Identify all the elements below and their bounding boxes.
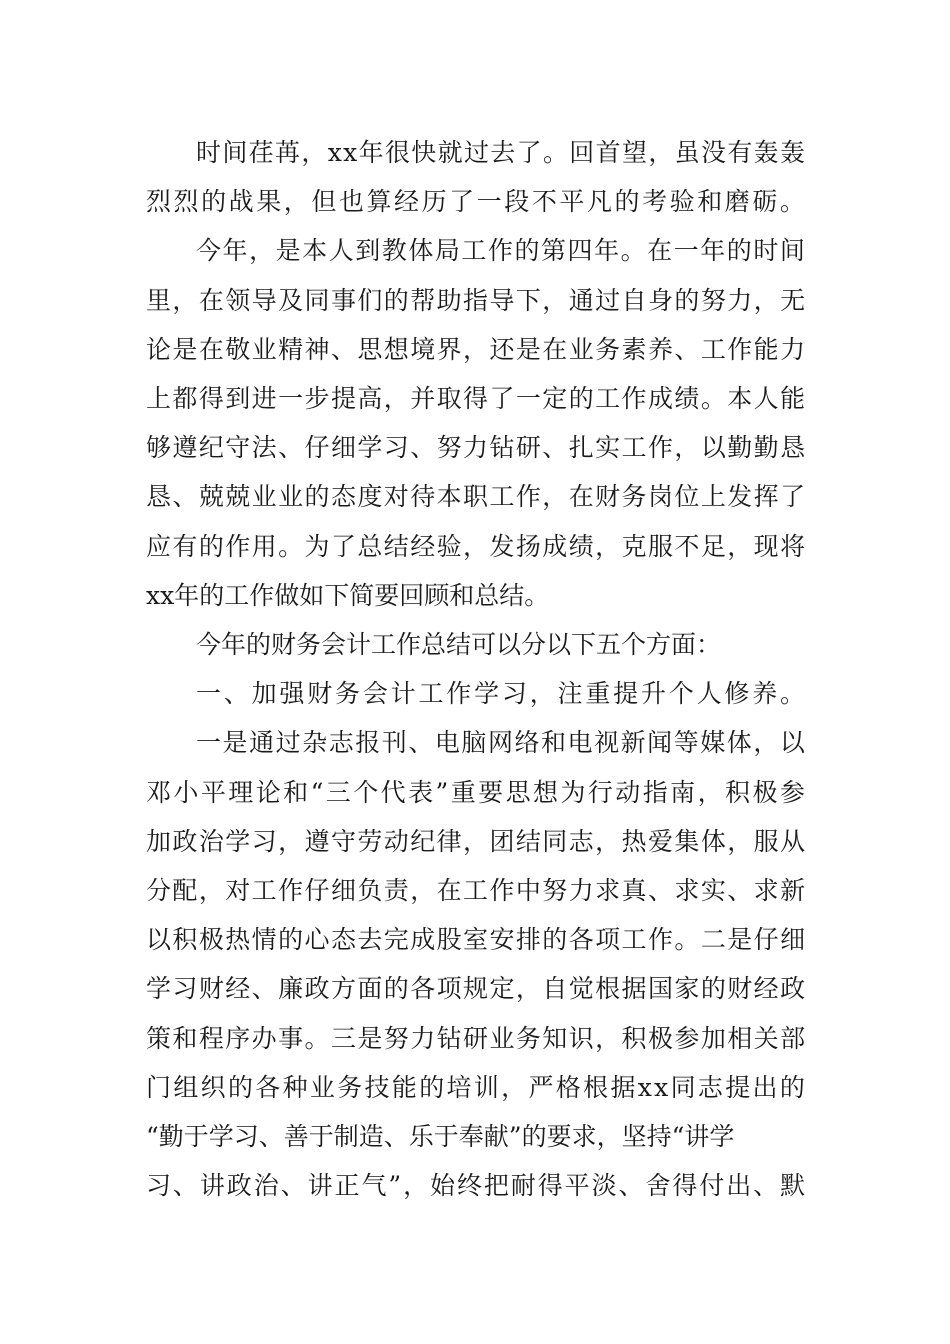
text-line: [0, 423, 950, 472]
text-line-content: 上都得到进一步提高，并取得了一定的工作成绩。本人能: [146, 384, 807, 413]
text-line: [0, 669, 950, 718]
text-line: [0, 374, 950, 423]
text-line-content: “勤于学习、善于制造、乐于奉献”的要求，坚持“讲学: [146, 1122, 735, 1151]
text-line: [0, 817, 950, 866]
text-line-content: 以积极热情的心态去完成股室安排的各项工作。二是仔细: [146, 925, 807, 954]
text-line: [0, 276, 950, 325]
text-line: [0, 226, 950, 275]
text-line-content: 一是通过杂志报刊、电脑网络和电视新闻等媒体，以: [196, 728, 807, 757]
text-line-content: 论是在敬业精神、思想境界，还是在业务素养、工作能力: [146, 335, 807, 364]
text-line-content: 恳、兢兢业业的态度对待本职工作，在财务岗位上发挥了: [146, 482, 807, 511]
text-line: [0, 718, 950, 767]
text-line: [0, 1063, 950, 1112]
text-line: [0, 1014, 950, 1063]
text-line-content: 门组织的各种业务技能的培训，严格根据xx同志提出的: [146, 1073, 808, 1102]
text-line-content: 时间荏苒，xx年很快就过去了。回首望，虽没有轰轰: [196, 138, 807, 167]
text-line: [0, 571, 950, 620]
text-line: [0, 620, 950, 669]
text-line: [0, 915, 950, 964]
text-line: [0, 325, 950, 374]
text-line-content: 今年的财务会计工作总结可以分以下五个方面：: [196, 630, 722, 659]
text-line-content: 烈烈的战果，但也算经历了一段不平凡的考验和磨砺。: [146, 187, 808, 216]
text-line-content: 一、加强财务会计工作学习，注重提升个人修养。: [196, 679, 808, 708]
text-line: [0, 1161, 950, 1210]
text-line: [0, 964, 950, 1013]
text-line-content: 学习财经、廉政方面的各项规定，自觉根据国家的财经政: [146, 974, 807, 1003]
text-line: [0, 1112, 950, 1161]
text-line-content: 应有的作用。为了总结经验，发扬成绩，克服不足，现将: [146, 532, 807, 561]
text-line-content: 加政治学习，遵守劳动纪律，团结同志，热爱集体，服从: [146, 827, 807, 856]
text-line: [0, 866, 950, 915]
text-line-content: 够遵纪守法、仔细学习、努力钻研、扎实工作，以勤勤恳: [146, 433, 807, 462]
text-line: [0, 128, 950, 177]
text-line-content: 今年，是本人到教体局工作的第四年。在一年的时间: [196, 236, 807, 265]
text-line-content: 分配，对工作仔细负责，在工作中努力求真、求实、求新: [146, 876, 807, 905]
text-line: [0, 472, 950, 521]
text-line-content: 习、讲政治、讲正气”，始终把耐得平淡、舍得付出、默: [146, 1171, 808, 1200]
text-line: [0, 768, 950, 817]
text-line-content: 里，在领导及同事们的帮助指导下，通过自身的努力，无: [146, 286, 807, 315]
text-line: [0, 177, 950, 226]
text-line-content: 邓小平理论和“三个代表”重要思想为行动指南，积极参: [146, 778, 808, 807]
text-line-content: 策和程序办事。三是努力钻研业务知识，积极参加相关部: [146, 1024, 807, 1053]
text-line: [0, 522, 950, 571]
text-line-content: xx年的工作做如下简要回顾和总结。: [146, 581, 550, 610]
